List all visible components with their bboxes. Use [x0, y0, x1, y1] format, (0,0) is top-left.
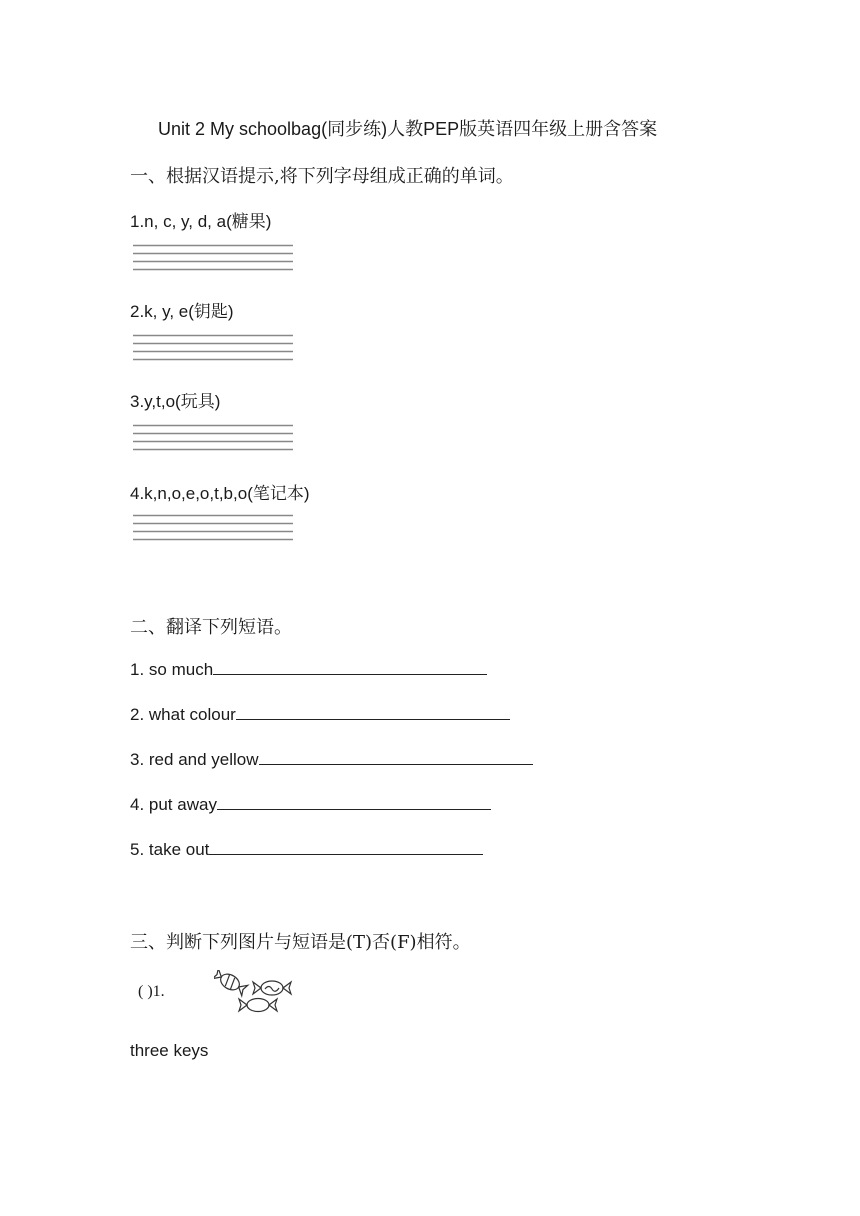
section-2-heading: 二、翻译下列短语。 — [130, 617, 292, 638]
writing-lines-4[interactable] — [133, 514, 293, 544]
translate-item-5 — [130, 838, 483, 860]
unscramble-item-4: 4.k,n,o,e,o,t,b,o(笔记本) — [130, 484, 310, 503]
writing-lines-3[interactable] — [133, 424, 293, 454]
answer-blank[interactable] — [213, 658, 487, 675]
translate-item-label: 4. put away — [130, 795, 217, 814]
true-false-marker[interactable]: ( )1. — [138, 983, 165, 1000]
answer-blank[interactable] — [236, 703, 510, 720]
translate-item-2 — [130, 703, 510, 725]
translate-item-label: 3. red and yellow — [130, 750, 259, 769]
section-1-heading: 一、根据汉语提示,将下列字母组成正确的单词。 — [130, 166, 514, 187]
unscramble-item-1: 1.n, c, y, d, a(糖果) — [130, 212, 272, 231]
writing-lines-2[interactable] — [133, 334, 293, 364]
translate-item-label: 5. take out — [130, 840, 210, 859]
translate-item-1 — [130, 658, 487, 680]
translate-item-4 — [130, 793, 491, 815]
translate-item-label: 2. what colour — [130, 705, 236, 724]
translate-item-label: 1. so much — [130, 660, 214, 679]
unscramble-item-3: 3.y,t,o(玩具) — [130, 392, 221, 411]
translate-item-3 — [130, 748, 533, 770]
writing-lines-1[interactable] — [133, 244, 293, 274]
answer-blank[interactable] — [209, 838, 483, 855]
page-title: Unit 2 My schoolbag(同步练)人教PEP版英语四年级上册含答案 — [158, 119, 658, 139]
phrase-text: three keys — [130, 1041, 209, 1060]
unscramble-item-2: 2.k, y, e(钥匙) — [130, 302, 234, 321]
candy-icon — [214, 970, 300, 1021]
answer-blank[interactable] — [217, 793, 491, 810]
answer-blank[interactable] — [259, 748, 533, 765]
section-3-heading: 三、判断下列图片与短语是(T)否(F)相符。 — [130, 932, 471, 953]
